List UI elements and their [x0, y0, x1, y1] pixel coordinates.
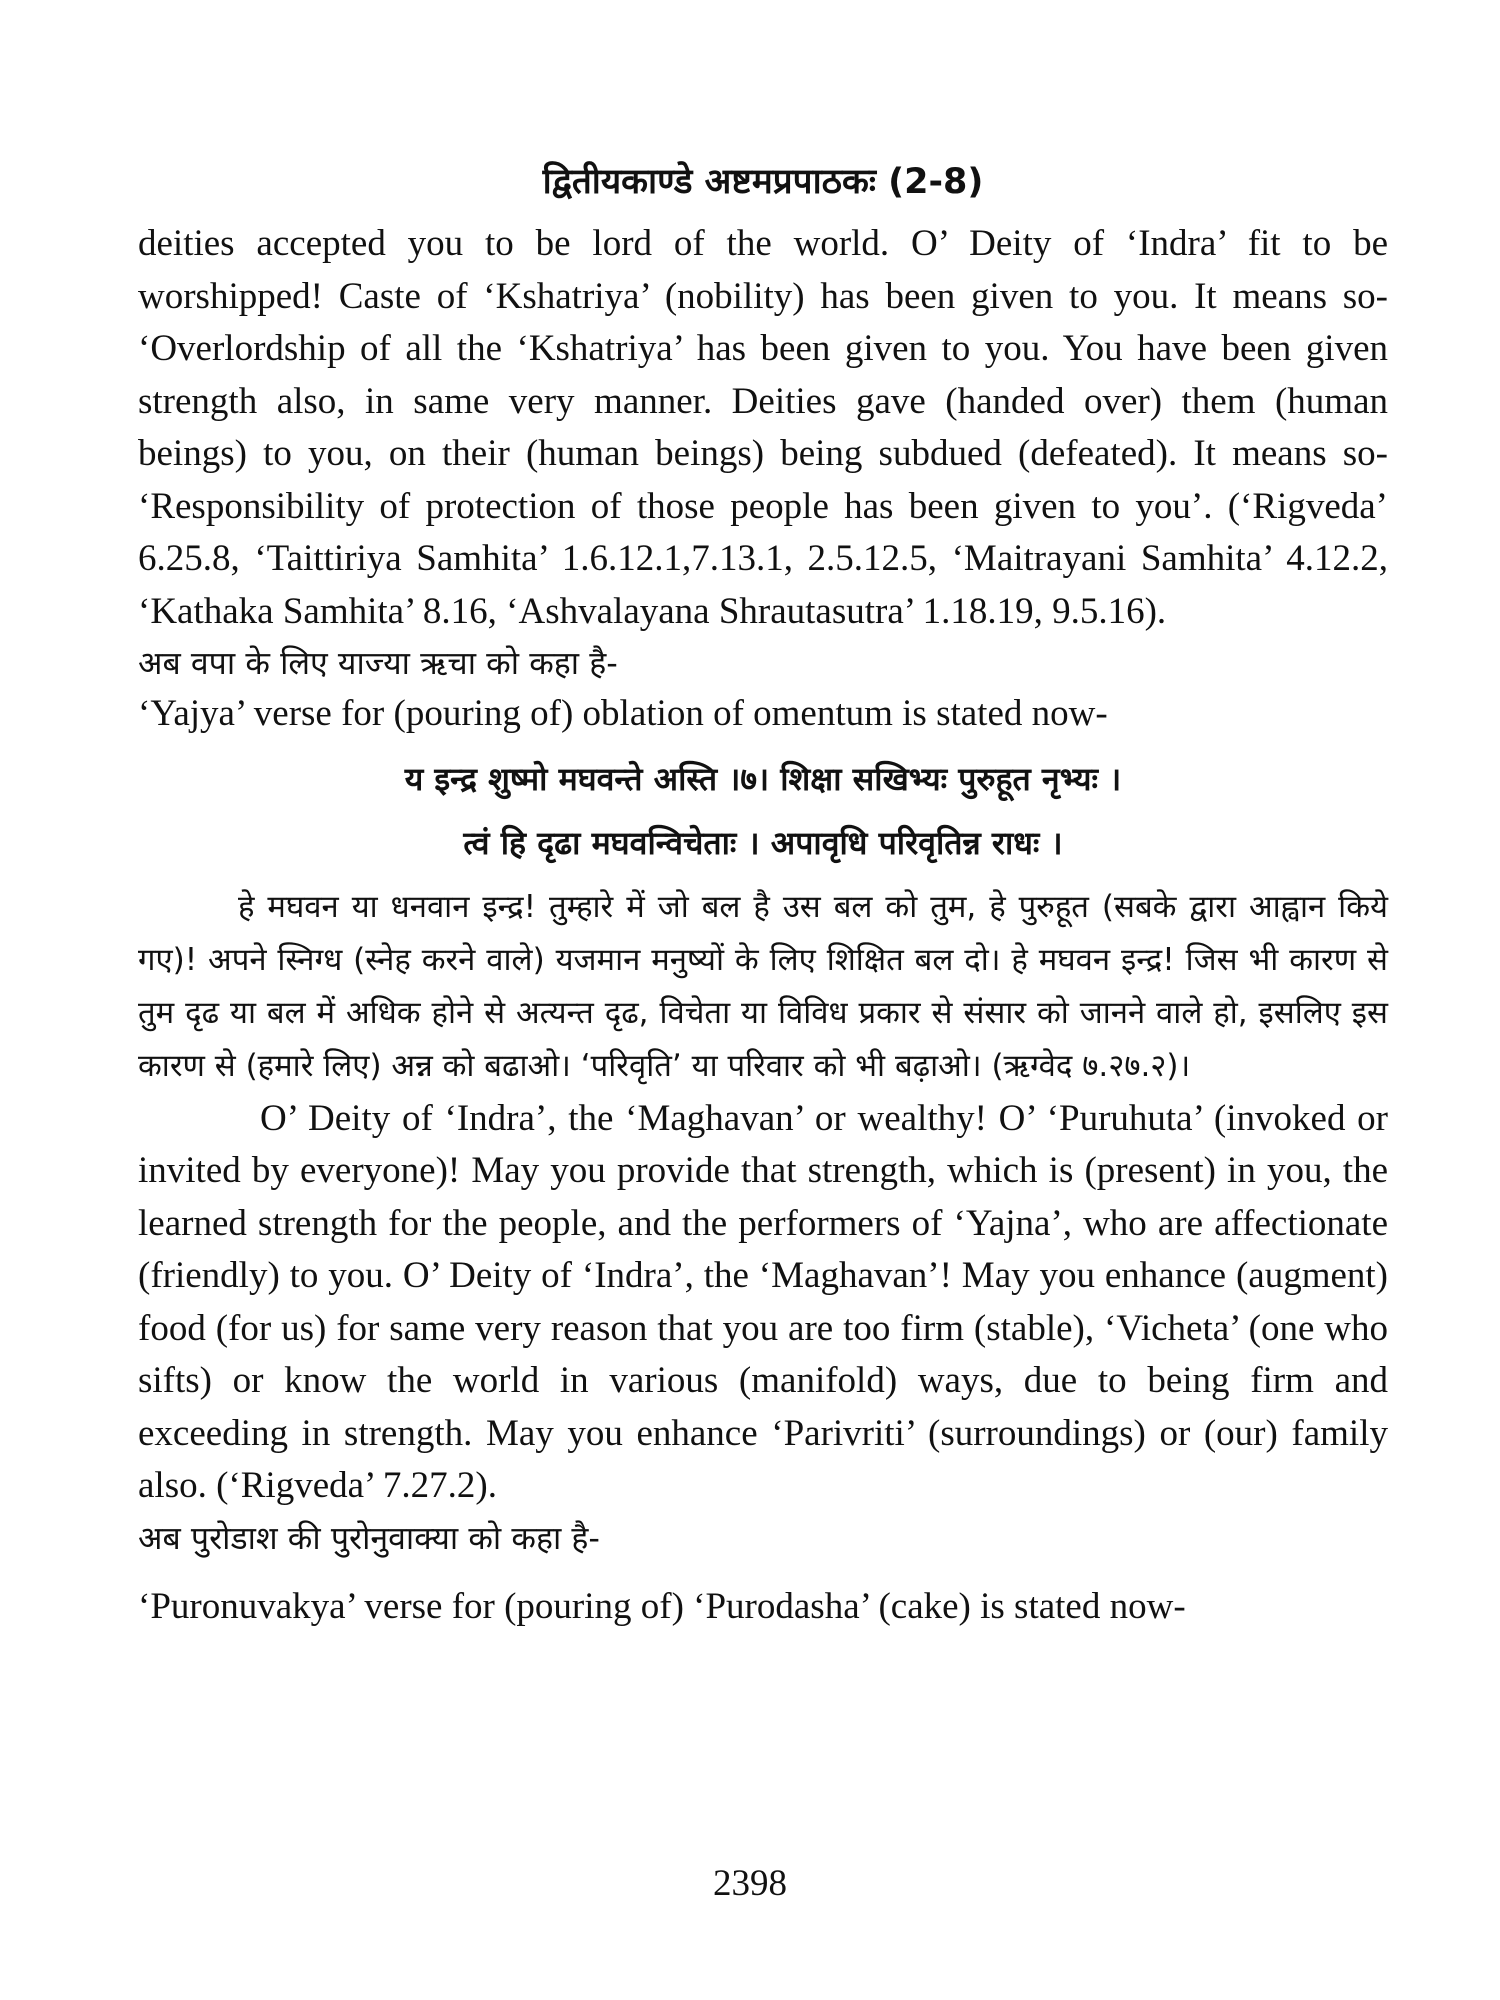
document-page	[138, 160, 1388, 1633]
hindi-intro-puronuvakya: अब पुरोडाश की पुरोनुवाक्या को कहा है-	[138, 1518, 600, 1557]
english-intro-yajya: ‘Yajya’ verse for (pouring of) oblation of omentum is stated now-	[138, 693, 1108, 734]
sanskrit-verse	[138, 747, 1388, 875]
verse-line-1: य इन्द्र शुष्मो मघवन्ते अस्ति ।७। शिक्षा सखिभ्यः पुरुहूत नृभ्यः ।	[404, 759, 1122, 798]
hindi-translation: हे मघवन या धनवान इन्द्र! तुम्हारे में जो बल है उस बल को तुम, हे पुरुहूत (सबके द्वारा आह्वान किये गए)! अपने स्निग्ध (स्नेह करने वाले) यजमान मनुष्यों के लिए शिक्षित बल दो। हे मघवन इन्द्र! जिस भी कारण से तुम दृढ या बल में अधिक होने से अत्यन्त दृढ, विचेता या विविध प्रकार से संसार को जानने वाले हो, इसलिए इस कारण से (हमारे लिए) अन्न को बढाओ। ‘परिवृति’ या परिवार को भी बढ़ाओ। (ऋग्वेद ७.२७.२)।	[138, 888, 1388, 1084]
english-intro-puronuvakya: ‘Puronuvakya’ verse for (pouring of) ‘Purodasha’ (cake) is stated now-	[138, 1585, 1186, 1627]
english-translation: O’ Deity of ‘Indra’, the ‘Maghavan’ or wealthy! O’ ‘Puruhuta’ (invoked or invited by everyone)! May you provide that strength, which is (present) in you, the learned strength for the people, and the performers of ‘Yajna’, who are affectionate (friendly) to you. O’ Deity of ‘Indra’, the ‘Maghavan’! May you enhance (augment) food (for us) for same very reason that you are too firm (stable), ‘Vicheta’ (one who sifts) or know the world in various (manifold) ways, due to being firm and exceeding in strength. May you enhance ‘Parivriti’ (surroundings) or (our) family also. (‘Rigveda’ 7.27.2).	[138, 1097, 1388, 1506]
page-number: 2398	[713, 1863, 787, 1904]
verse-line-2: त्वं हि दृढा मघवन्विचेताः । अपावृधि परिवृतिन्न राधः ।	[463, 823, 1063, 862]
english-paragraph-continued: deities accepted you to be lord of the world. O’ Deity of ‘Indra’ fit to be worshipped! Caste of ‘Kshatriya’ (nobility) has been given to you. It means so- ‘Overlordship of all the ‘Kshatriya’ has been given to you. You have been given strength also, in same very manner. Deities gave (handed over) them (human beings) to you, on their (human beings) being subdued (defeated). It means so- ‘Responsibility of protection of those people has been given to you’. (‘Rigveda’ 6.25.8, ‘Taittiriya Samhita’ 1.6.12.1,7.13.1, 2.5.12.5, ‘Maitrayani Samhita’ 4.12.2, ‘Kathaka Samhita’ 8.16, ‘Ashvalayana Shrautasutra’ 1.18.19, 9.5.16).	[138, 223, 1388, 632]
running-header: द्वितीयकाण्डे अष्टमप्रपाठकः (2-8)	[542, 162, 984, 202]
hindi-intro-yajya: अब वपा के लिए याज्या ऋचा को कहा है-	[138, 644, 618, 682]
